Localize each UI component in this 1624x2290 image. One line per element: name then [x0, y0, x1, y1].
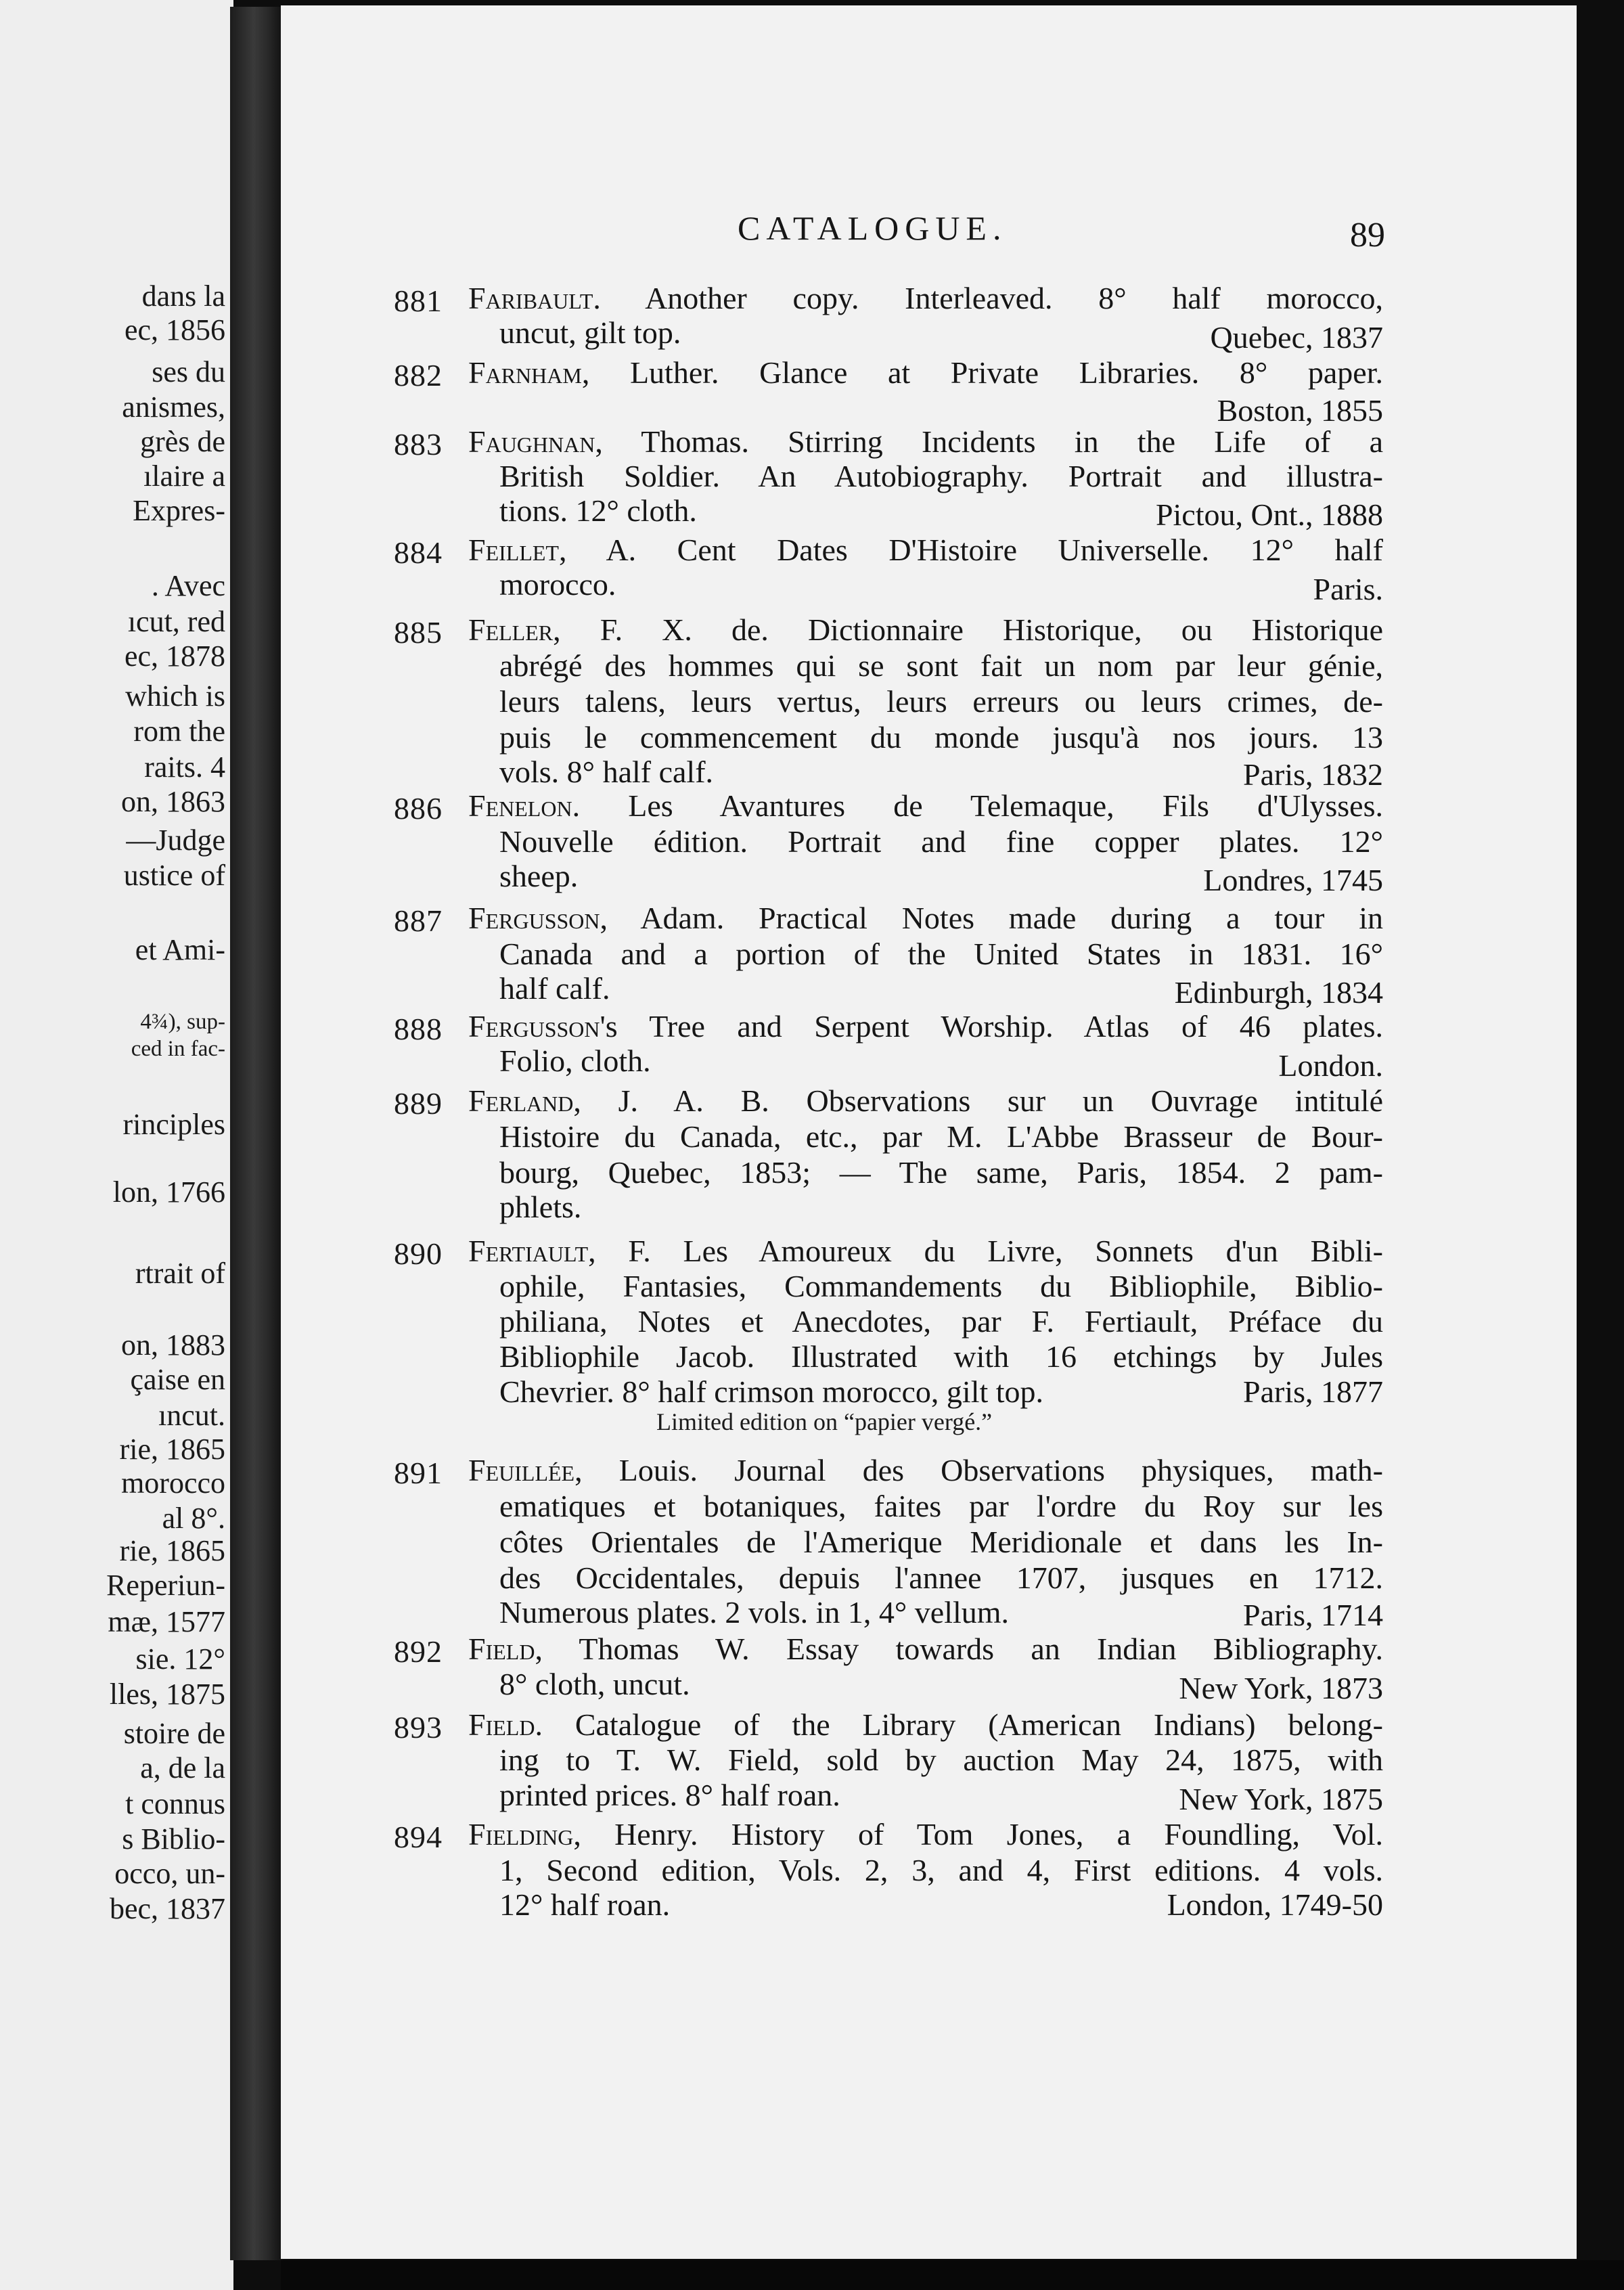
entry-author: Fergusson — [468, 901, 600, 935]
left-page-line: lles, 1875 — [109, 1678, 225, 1711]
entry-author: Ferland — [468, 1083, 574, 1118]
entry-line: morocco. — [499, 567, 616, 602]
entry-line: ing to T. W. Field, sold by auction May 24, 1875, with — [499, 1743, 1383, 1777]
entry-imprint: Boston, 1855 — [1217, 393, 1383, 428]
scan-bottom-edge — [281, 2260, 1624, 2290]
entry-line: abrégé des hommes qui se sont fait un nom par leur génie, — [499, 648, 1383, 683]
entry-text: , J. A. B. Observations sur un Ouvrage intitulé — [573, 1083, 1383, 1118]
entry-text: , A. Cent Dates D'Histoire Universelle. 12° half — [558, 533, 1383, 567]
page-number: 89 — [1350, 216, 1385, 254]
entry-line: côtes Orientales de l'Amerique Meridionale et dans les In- — [499, 1525, 1383, 1559]
left-page-line: rinciples — [122, 1108, 225, 1141]
entry-line — [468, 790, 1383, 822]
entry-line: phlets. — [499, 1190, 582, 1224]
left-page-line: —Judge — [126, 824, 225, 857]
left-page-line: rie, 1865 — [119, 1433, 225, 1466]
left-page-line: ustice of — [123, 859, 225, 892]
entry-imprint: Paris. — [1313, 572, 1383, 606]
entry-author: Faribault — [468, 281, 593, 315]
entry-line: ematiques et botaniques, faites par l'ordre du Roy sur les — [499, 1489, 1383, 1523]
entry-author: Fenelon — [468, 788, 572, 823]
entry-imprint: Londres, 1745 — [1203, 863, 1383, 897]
left-page-line: rtrait of — [135, 1257, 225, 1290]
entry-number: 890 — [394, 1236, 443, 1271]
entry-line — [468, 283, 1383, 314]
entry-line — [468, 903, 1383, 934]
entry-number: 886 — [394, 791, 443, 826]
entry-note: Limited edition on “papier vergé.” — [656, 1408, 993, 1435]
entry-line: 1, Second edition, Vols. 2, 3, and 4, First editions. 4 vols. — [499, 1853, 1383, 1887]
left-page-line: . Avec — [151, 569, 225, 602]
entry-line: puis le commencement du monde jusqu'à nos jours. 13 — [499, 720, 1383, 755]
entry-line: Folio, cloth. — [499, 1043, 651, 1078]
entry-text: . Catalogue of the Library (American Indians) belong- — [535, 1707, 1383, 1742]
entry-text: , Louis. Journal des Observations physiques, math- — [574, 1453, 1383, 1487]
entry-line — [468, 1819, 1383, 1850]
entry-line: tions. 12° cloth. — [499, 493, 697, 528]
entry-text: , Henry. History of Tom Jones, a Foundling, Vol. — [573, 1817, 1383, 1851]
entry-line: British Soldier. An Autobiography. Portrait and illustra- — [499, 459, 1383, 493]
entry-line: sheep. — [499, 859, 579, 893]
left-page-line: ses du — [152, 355, 225, 388]
entry-line: Numerous plates. 2 vols. in 1, 4° vellum. — [499, 1595, 1010, 1630]
entry-imprint: Quebec, 1837 — [1210, 320, 1383, 355]
entry-text: , F. Les Amoureux du Livre, Sonnets d'un Bibli- — [588, 1234, 1383, 1268]
entry-line — [468, 614, 1383, 646]
entry-number: 885 — [394, 615, 443, 650]
entry-text: . Les Avantures de Telemaque, Fils d'Ulysses. — [572, 788, 1383, 823]
entry-imprint: New York, 1873 — [1179, 1671, 1383, 1705]
entry-number: 881 — [394, 284, 443, 318]
left-page-line: s Biblio- — [122, 1822, 225, 1856]
entry-imprint: Paris, 1714 — [1243, 1598, 1383, 1632]
left-page-line: çaise en — [130, 1363, 225, 1396]
entry-author: Field — [468, 1632, 535, 1666]
entry-line: half calf. — [499, 971, 610, 1006]
entry-line: 8° cloth, uncut. — [499, 1667, 690, 1701]
entry-text: , Thomas W. Essay towards an Indian Bibliography. — [535, 1632, 1383, 1666]
entry-imprint: London, 1749-50 — [1167, 1887, 1383, 1922]
entry-number: 887 — [394, 903, 443, 938]
left-page-line: dans la — [141, 279, 225, 313]
entry-line — [468, 1709, 1383, 1741]
entry-line: bourg, Quebec, 1853; — The same, Paris, 1854. 2 pam- — [499, 1155, 1383, 1190]
entry-author: Feller — [468, 612, 554, 647]
entry-line — [468, 1634, 1383, 1665]
left-page-line: morocco — [121, 1466, 225, 1500]
entry-line: uncut, gilt top. — [499, 315, 681, 350]
left-page-line: Expres- — [133, 494, 225, 527]
left-page-line: ec, 1856 — [124, 313, 225, 346]
entry-imprint: Pictou, Ont., 1888 — [1155, 497, 1383, 532]
left-page-line: t connus — [125, 1787, 225, 1820]
entry-imprint: Edinburgh, 1834 — [1174, 975, 1383, 1010]
left-page-line: lon, 1766 — [112, 1175, 225, 1209]
page-title: CATALOGUE. — [738, 209, 1008, 247]
entry-line — [468, 1236, 1383, 1267]
entry-line: des Occidentales, depuis l'annee 1707, jusques en 1712. — [499, 1561, 1383, 1595]
entry-line: 12° half roan. — [499, 1887, 671, 1922]
entry-number: 893 — [394, 1710, 443, 1745]
entry-line — [468, 1455, 1383, 1486]
left-page-line: stoire de — [123, 1717, 225, 1750]
entry-author: Fertiault — [468, 1234, 589, 1268]
entry-line: ophile, Fantasies, Commandements du Bibliophile, Biblio- — [499, 1269, 1383, 1303]
entry-author: Fielding — [468, 1817, 574, 1851]
left-page-line: et Ami- — [135, 933, 225, 966]
entry-number: 894 — [394, 1820, 443, 1854]
entry-author: Feuillée — [468, 1453, 575, 1487]
entry-imprint: Paris, 1877 — [1243, 1374, 1383, 1409]
entry-line: philiana, Notes et Anecdotes, par F. Fertiault, Préface du — [499, 1304, 1383, 1339]
left-page-line: bec, 1837 — [109, 1892, 225, 1925]
entry-author: Faughnan — [468, 424, 595, 459]
entry-number: 892 — [394, 1634, 443, 1669]
left-page-line: which is — [125, 679, 225, 713]
entry-text: , Thomas. Stirring Incidents in the Life of a — [595, 424, 1383, 459]
entry-imprint: Paris, 1832 — [1243, 757, 1383, 792]
entry-number: 889 — [394, 1086, 443, 1121]
entry-number: 888 — [394, 1012, 443, 1046]
entry-text: 's Tree and Serpent Worship. Atlas of 46 plates. — [600, 1009, 1383, 1043]
entry-number: 884 — [394, 535, 443, 570]
entry-line — [468, 357, 1383, 388]
entry-author: Feillet — [468, 533, 559, 567]
left-page-line: ec, 1878 — [124, 639, 225, 673]
left-page-line: sie. 12° — [135, 1642, 225, 1676]
left-page-line: on, 1883 — [121, 1328, 225, 1362]
entry-number: 891 — [394, 1456, 443, 1490]
left-page-line: ced in fac- — [131, 1037, 225, 1061]
left-page-line: al 8°. — [162, 1502, 225, 1535]
left-page-line: a, de la — [140, 1751, 225, 1784]
book-gutter — [230, 7, 283, 2260]
entry-line: Chevrier. 8° half crimson morocco, gilt top. — [499, 1374, 1044, 1409]
entry-line — [468, 1011, 1383, 1042]
entry-author: Fergusson — [468, 1009, 600, 1043]
entry-author: Farnham — [468, 355, 582, 390]
left-page-line: Reperiun- — [106, 1569, 225, 1602]
left-page-line: ıncut. — [158, 1399, 225, 1432]
entry-text: , Adam. Practical Notes made during a tour in — [600, 901, 1383, 935]
left-page-line: 4¾), sup- — [140, 1010, 225, 1034]
left-page-line: occo, un- — [114, 1857, 225, 1890]
entry-imprint: New York, 1875 — [1179, 1782, 1383, 1816]
entry-line: Bibliophile Jacob. Illustrated with 16 etchings by Jules — [499, 1339, 1383, 1374]
entry-line: Nouvelle édition. Portrait and fine copper plates. 12° — [499, 824, 1383, 859]
left-page-line: rie, 1865 — [119, 1534, 225, 1567]
entry-line: vols. 8° half calf. — [499, 755, 714, 789]
entry-line: printed prices. 8° half roan. — [499, 1778, 840, 1812]
left-page-line: anismes, — [122, 390, 225, 424]
entry-line: leurs talens, leurs vertus, leurs erreurs ou leurs crimes, de- — [499, 684, 1383, 719]
entry-line: Canada and a portion of the United States in 1831. 16° — [499, 937, 1383, 971]
entry-text: , Luther. Glance at Private Libraries. 8° paper. — [581, 355, 1383, 390]
left-page-line: raits. 4 — [144, 750, 225, 784]
entry-line: Histoire du Canada, etc., par M. L'Abbe Brasseur de Bour- — [499, 1119, 1383, 1154]
left-page-line: rom the — [133, 715, 225, 748]
entry-number: 882 — [394, 358, 443, 392]
left-page-line: mæ, 1577 — [108, 1605, 225, 1638]
left-page-line: grès de — [140, 425, 225, 458]
entry-text: , F. X. de. Dictionnaire Historique, ou Historique — [553, 612, 1383, 647]
entry-line — [468, 1085, 1383, 1117]
entry-imprint: London. — [1278, 1048, 1383, 1083]
entry-line — [468, 426, 1383, 457]
entry-line — [468, 535, 1383, 566]
left-page-line: on, 1863 — [121, 785, 225, 818]
left-page-line: ıcut, red — [127, 605, 225, 638]
left-page — [0, 0, 233, 2290]
entry-text: . Another copy. Interleaved. 8° half morocco, — [593, 281, 1383, 315]
entry-author: Field — [468, 1707, 535, 1742]
left-page-line: ılaire a — [143, 459, 225, 493]
entry-number: 883 — [394, 427, 443, 462]
